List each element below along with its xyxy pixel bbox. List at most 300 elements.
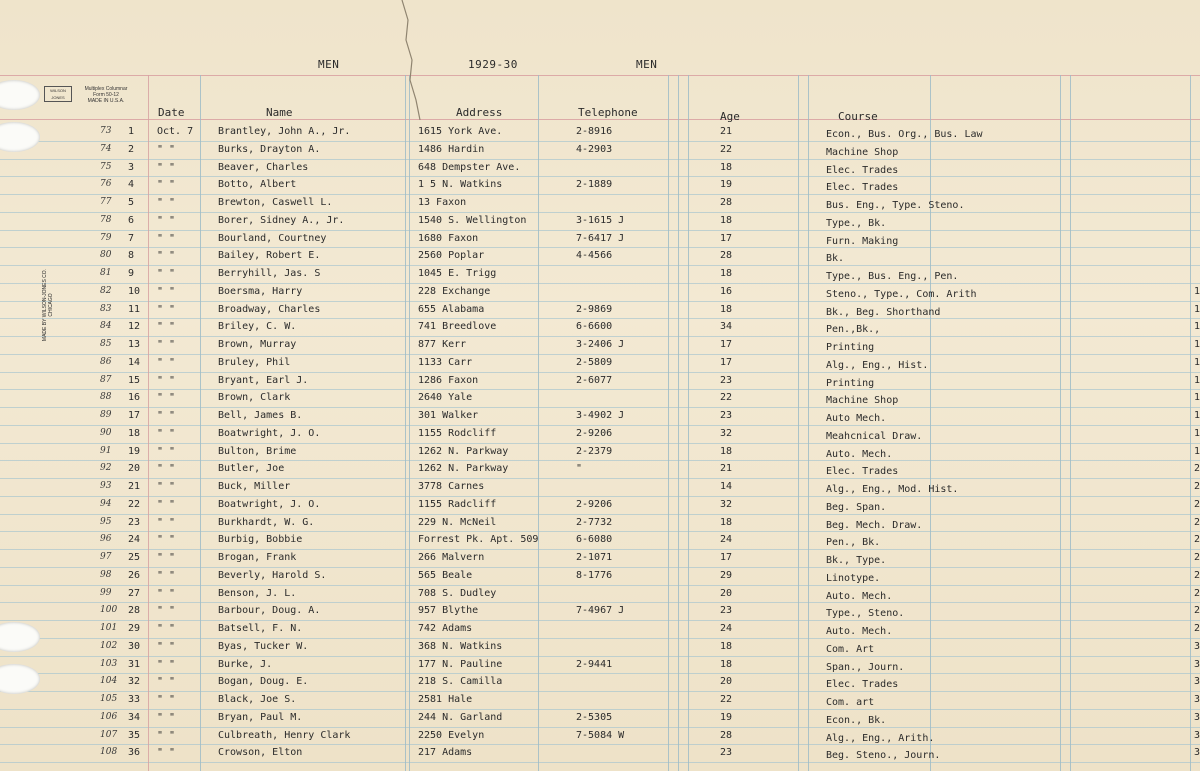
row-age: 18 <box>720 658 733 670</box>
row-age: 14 <box>720 481 733 492</box>
row-age: 17 <box>720 356 733 368</box>
row-edge-number: 1 <box>1194 374 1200 386</box>
row-age: 23 <box>720 410 733 421</box>
row-course: Com. art <box>826 697 875 708</box>
row-edge-number: 2 <box>1194 623 1200 634</box>
row-name: Brewton, Caswell L. <box>218 197 333 208</box>
table-row <box>0 568 1200 586</box>
row-edge-number: 2 <box>1194 481 1200 492</box>
row-course: Machine Shop <box>826 146 899 158</box>
row-phone: 2-9869 <box>576 303 613 315</box>
row-number: 12 <box>128 321 141 333</box>
row-number: 23 <box>128 516 141 528</box>
row-date: " " <box>157 481 176 492</box>
row-name: Bell, James B. <box>218 410 303 421</box>
row-age: 22 <box>720 694 733 705</box>
row-phone: 4-2903 <box>576 143 613 155</box>
row-name: Boatwright, J. O. <box>218 427 321 439</box>
row-number: 22 <box>128 498 141 510</box>
row-name: Benson, J. L. <box>218 587 297 599</box>
row-edge-number: 3 <box>1194 658 1200 670</box>
row-edge-number: 3 <box>1194 729 1200 741</box>
hand-number: 92 <box>100 463 112 474</box>
row-address: 648 Dempster Ave. <box>418 161 521 173</box>
table-row <box>0 621 1200 639</box>
hand-number: 84 <box>100 321 112 332</box>
row-date: " " <box>157 285 176 297</box>
row-age: 21 <box>720 463 733 475</box>
row-name: Byas, Tucker W. <box>218 640 309 652</box>
row-number: 28 <box>128 605 141 617</box>
table-row <box>0 674 1200 692</box>
row-age: 32 <box>720 427 733 439</box>
row-course: Alg., Eng., Hist. <box>826 359 929 371</box>
col-age: Age <box>720 110 740 123</box>
row-age: 28 <box>720 250 733 262</box>
row-date: " " <box>157 410 176 421</box>
hand-number: 75 <box>100 161 112 172</box>
row-course: Auto Mech. <box>826 413 887 424</box>
hand-number: 96 <box>100 534 112 545</box>
row-address: 1045 E. Trigg <box>418 268 497 279</box>
row-number: 14 <box>128 356 141 368</box>
maker-text: MADE BY WILSON-JONES CO. CHICAGO <box>42 268 54 342</box>
row-course: Econ., Bus. Org., Bus. Law <box>826 129 983 140</box>
hand-number: 89 <box>100 410 112 420</box>
row-course: Elec. Trades <box>826 679 899 691</box>
table-row <box>0 550 1200 568</box>
hand-number: 86 <box>100 356 112 367</box>
row-date: " " <box>157 356 176 368</box>
table-row <box>0 692 1200 710</box>
row-name: Berryhill, Jas. S <box>218 268 321 279</box>
header-right: MEN <box>636 58 658 71</box>
hand-number: 78 <box>100 214 112 225</box>
row-address: Forrest Pk. Apt. 509 <box>418 534 539 546</box>
row-address: 655 Alabama <box>418 303 485 315</box>
row-age: 20 <box>720 676 733 688</box>
row-address: 741 Breedlove <box>418 321 497 333</box>
row-name: Bryan, Paul M. <box>218 711 303 723</box>
row-course: Printing <box>826 342 875 353</box>
table-row <box>0 479 1200 497</box>
row-age: 29 <box>720 569 733 581</box>
row-edge-number: 2 <box>1194 569 1200 581</box>
row-age: 23 <box>720 374 733 386</box>
hand-number: 104 <box>100 676 118 687</box>
row-age: 20 <box>720 587 733 599</box>
row-number: 30 <box>128 640 141 652</box>
row-number: 15 <box>128 374 141 386</box>
row-name: Boatwright, J. O. <box>218 498 321 510</box>
row-age: 18 <box>720 161 733 173</box>
row-date: " " <box>157 516 176 528</box>
hand-number: 81 <box>100 268 112 278</box>
row-date: " " <box>157 339 176 350</box>
table-row <box>0 515 1200 533</box>
hand-number: 77 <box>100 197 112 207</box>
paper-tear <box>398 0 428 120</box>
row-course: Alg., Eng., Arith. <box>826 732 935 744</box>
row-age: 34 <box>720 321 733 333</box>
row-number: 10 <box>128 285 141 297</box>
row-date: " " <box>157 569 176 581</box>
table-row <box>0 302 1200 320</box>
row-age: 18 <box>720 303 733 315</box>
row-date: " " <box>157 587 176 599</box>
row-address: 742 Adams <box>418 623 473 634</box>
row-name: Brown, Clark <box>218 392 291 404</box>
col-date: Date <box>158 106 185 119</box>
row-name: Burks, Drayton A. <box>218 143 321 155</box>
table-row <box>0 710 1200 728</box>
table-row <box>0 745 1200 763</box>
row-address: 2560 Poplar <box>418 250 485 262</box>
row-edge-number: 1 <box>1194 445 1200 457</box>
row-edge-number: 2 <box>1194 534 1200 546</box>
row-name: Boersma, Harry <box>218 285 303 297</box>
row-name: Brogan, Frank <box>218 552 297 563</box>
table-row <box>0 639 1200 657</box>
hand-number: 87 <box>100 374 112 385</box>
table-row <box>0 160 1200 178</box>
row-address: 177 N. Pauline <box>418 658 503 670</box>
row-name: Beaver, Charles <box>218 161 309 173</box>
row-course: Bk., Beg. Shorthand <box>826 306 941 318</box>
row-course: Elec. Trades <box>826 182 899 194</box>
row-address: 2581 Hale <box>418 694 473 705</box>
row-name: Brown, Murray <box>218 339 297 350</box>
row-name: Botto, Albert <box>218 179 297 191</box>
row-date: " " <box>157 197 176 208</box>
row-number: 17 <box>128 410 141 421</box>
table-row <box>0 124 1200 142</box>
table-row <box>0 177 1200 195</box>
row-address: 301 Walker <box>418 410 479 421</box>
hand-number: 102 <box>100 640 118 651</box>
hand-number: 99 <box>100 587 112 598</box>
row-age: 32 <box>720 498 733 510</box>
form-stamp-line1: Multiplex Columnar <box>84 86 128 92</box>
row-name: Crowson, Elton <box>218 747 303 759</box>
row-phone: 2-9441 <box>576 658 613 670</box>
row-name: Borer, Sidney A., Jr. <box>218 214 345 226</box>
row-address: 217 Adams <box>418 747 473 759</box>
table-row <box>0 408 1200 426</box>
row-course: Beg. Steno., Journ. <box>826 750 941 762</box>
row-number: 13 <box>128 339 141 350</box>
row-date: " " <box>157 268 176 279</box>
table-row <box>0 248 1200 266</box>
row-age: 24 <box>720 534 733 546</box>
row-date: " " <box>157 427 176 439</box>
row-phone: 2-1071 <box>576 552 613 563</box>
row-course: Linotype. <box>826 572 881 584</box>
row-name: Bruley, Phil <box>218 356 291 368</box>
row-date: " " <box>157 161 176 173</box>
row-course: Elec. Trades <box>826 466 899 478</box>
row-edge-number: 2 <box>1194 463 1200 475</box>
row-date: " " <box>157 552 176 563</box>
row-age: 21 <box>720 126 733 137</box>
header-rule <box>0 119 1200 120</box>
row-address: 2640 Yale <box>418 392 473 404</box>
row-edge-number: 3 <box>1194 747 1200 759</box>
table-row <box>0 426 1200 444</box>
row-age: 18 <box>720 516 733 528</box>
row-date: " " <box>157 729 176 741</box>
hand-number: 106 <box>100 711 118 722</box>
table-row <box>0 532 1200 550</box>
col-telephone: Telephone <box>578 106 638 119</box>
row-number: 34 <box>128 711 141 723</box>
row-age: 18 <box>720 640 733 652</box>
row-number: 18 <box>128 427 141 439</box>
hand-number: 105 <box>100 694 118 704</box>
row-age: 18 <box>720 445 733 457</box>
row-course: Meahcnical Draw. <box>826 430 923 442</box>
row-phone: 2-6077 <box>576 374 613 386</box>
row-course: Type., Bk. <box>826 217 887 229</box>
row-edge-number: 3 <box>1194 676 1200 688</box>
row-age: 23 <box>720 605 733 617</box>
row-edge-number: 2 <box>1194 605 1200 617</box>
row-course: Furn. Making <box>826 235 899 247</box>
row-number: 25 <box>128 552 141 563</box>
row-phone: 7-4967 J <box>576 605 625 617</box>
hand-number: 95 <box>100 516 112 527</box>
col-address: Address <box>456 106 503 119</box>
row-phone: 7-6417 J <box>576 232 625 244</box>
row-date: " " <box>157 623 176 634</box>
row-number: 9 <box>128 268 135 279</box>
row-number: 24 <box>128 534 141 546</box>
row-course: Bk., Type. <box>826 555 887 566</box>
row-number: 20 <box>128 463 141 475</box>
row-address: 1540 S. Wellington <box>418 214 527 226</box>
row-phone: 6-6600 <box>576 321 613 333</box>
table-row <box>0 355 1200 373</box>
table-row <box>0 319 1200 337</box>
row-course: Beg. Mech. Draw. <box>826 519 923 531</box>
row-date: " " <box>157 498 176 510</box>
row-number: 32 <box>128 676 141 688</box>
row-number: 33 <box>128 694 141 705</box>
row-course: Auto. Mech. <box>826 448 893 460</box>
row-edge-number: 2 <box>1194 552 1200 563</box>
row-date: " " <box>157 179 176 191</box>
row-phone: 2-9206 <box>576 498 613 510</box>
row-edge-number: 1 <box>1194 410 1200 421</box>
row-address: 218 S. Camilla <box>418 676 503 688</box>
row-course: Auto. Mech. <box>826 590 893 602</box>
row-phone: 7-5084 W <box>576 729 625 741</box>
row-edge-number: 3 <box>1194 694 1200 705</box>
row-phone: 2-5809 <box>576 356 613 368</box>
row-date: " " <box>157 445 176 457</box>
hand-number: 98 <box>100 569 112 580</box>
row-number: 29 <box>128 623 141 634</box>
row-name: Butler, Joe <box>218 463 285 475</box>
row-edge-number: 1 <box>1194 356 1200 368</box>
row-name: Brantley, John A., Jr. <box>218 126 351 137</box>
hand-number: 91 <box>100 445 112 456</box>
row-address: 266 Malvern <box>418 552 485 563</box>
row-edge-number: 1 <box>1194 392 1200 404</box>
row-edge-number: 1 <box>1194 427 1200 439</box>
row-edge-number: 3 <box>1194 640 1200 652</box>
hand-number: 74 <box>100 143 112 154</box>
col-course: Course <box>838 110 878 123</box>
row-address: 1262 N. Parkway <box>418 445 509 457</box>
hand-number: 90 <box>100 427 112 438</box>
row-course: Span., Journ. <box>826 661 905 673</box>
row-age: 17 <box>720 339 733 350</box>
table-row <box>0 231 1200 249</box>
table-row <box>0 603 1200 621</box>
row-name: Briley, C. W. <box>218 321 297 333</box>
row-address: 244 N. Garland <box>418 711 503 723</box>
row-address: 1486 Hardin <box>418 143 485 155</box>
form-stamp-line3: MADE IN U.S.A. <box>87 98 125 104</box>
row-address: 565 Beale <box>418 569 473 581</box>
row-course: Econ., Bk. <box>826 714 887 726</box>
hand-number: 88 <box>100 392 112 403</box>
row-number: 3 <box>128 161 135 173</box>
row-date: " " <box>157 640 176 652</box>
row-course: Bk. <box>826 253 845 265</box>
row-age: 17 <box>720 552 733 563</box>
row-name: Burbig, Bobbie <box>218 534 303 546</box>
row-course: Auto. Mech. <box>826 626 893 637</box>
row-phone: 6-6080 <box>576 534 613 546</box>
row-address: 708 S. Dudley <box>418 587 497 599</box>
hand-number: 100 <box>100 605 118 616</box>
row-number: 11 <box>128 303 141 315</box>
row-phone: 2-9206 <box>576 427 613 439</box>
row-name: Bourland, Courtney <box>218 232 327 244</box>
table-row <box>0 284 1200 302</box>
row-age: 19 <box>720 179 733 191</box>
row-course: Type., Steno. <box>826 608 905 620</box>
row-phone: 2-2379 <box>576 445 613 457</box>
row-address: 228 Exchange <box>418 285 491 297</box>
row-phone: 3-4902 J <box>576 410 625 421</box>
row-date: " " <box>157 605 176 617</box>
hand-number: 108 <box>100 747 118 758</box>
table-row <box>0 266 1200 284</box>
row-number: 4 <box>128 179 135 191</box>
row-address: 1262 N. Parkway <box>418 463 509 475</box>
row-edge-number: 1 <box>1194 339 1200 350</box>
hand-number: 107 <box>100 729 118 740</box>
row-address: 1155 Radcliff <box>418 498 497 510</box>
row-course: Elec. Trades <box>826 164 899 176</box>
row-name: Burkhardt, W. G. <box>218 516 315 528</box>
hand-number: 83 <box>100 303 112 314</box>
top-rule <box>0 75 1200 76</box>
hand-number: 101 <box>100 623 118 633</box>
table-row <box>0 728 1200 746</box>
row-name: Buck, Miller <box>218 481 291 492</box>
hand-number: 93 <box>100 481 112 491</box>
hand-number: 85 <box>100 339 112 349</box>
row-phone: 3-1615 J <box>576 214 625 226</box>
row-date: " " <box>157 374 176 386</box>
row-date: " " <box>157 392 176 404</box>
header-center: 1929-30 <box>468 58 518 71</box>
row-name: Batsell, F. N. <box>218 623 303 634</box>
row-age: 17 <box>720 232 733 244</box>
row-number: 27 <box>128 587 141 599</box>
row-name: Bulton, Brime <box>218 445 297 457</box>
wilson-jones-logo: WILSON JONES <box>44 86 72 102</box>
row-phone: 2-5305 <box>576 711 613 723</box>
row-course: Printing <box>826 377 875 389</box>
row-number: 19 <box>128 445 141 457</box>
row-edge-number: 1 <box>1194 303 1200 315</box>
table-row <box>0 373 1200 391</box>
row-phone: 4-4566 <box>576 250 613 262</box>
row-phone: 3-2406 J <box>576 339 625 350</box>
row-address: 877 Kerr <box>418 339 467 350</box>
row-address: 1286 Faxon <box>418 374 479 386</box>
table-row <box>0 142 1200 160</box>
row-phone: " <box>576 463 583 475</box>
row-number: 16 <box>128 392 141 404</box>
row-date: " " <box>157 694 176 705</box>
row-name: Broadway, Charles <box>218 303 321 315</box>
row-date: " " <box>157 232 176 244</box>
row-address: 1 5 N. Watkins <box>418 179 503 191</box>
row-age: 23 <box>720 747 733 759</box>
row-date: " " <box>157 463 176 475</box>
row-address: 1680 Faxon <box>418 232 479 244</box>
hand-number: 103 <box>100 658 118 669</box>
row-course: Bus. Eng., Type. Steno. <box>826 200 965 211</box>
row-age: 16 <box>720 285 733 297</box>
row-name: Bailey, Robert E. <box>218 250 321 262</box>
row-number: 26 <box>128 569 141 581</box>
row-age: 18 <box>720 268 733 279</box>
row-date: Oct. 7 <box>157 126 194 137</box>
row-edge-number: 2 <box>1194 498 1200 510</box>
row-number: 21 <box>128 481 141 492</box>
row-name: Culbreath, Henry Clark <box>218 729 351 741</box>
hand-number: 80 <box>100 250 112 261</box>
hand-number: 97 <box>100 552 112 562</box>
row-name: Burke, J. <box>218 658 273 670</box>
row-date: " " <box>157 214 176 226</box>
row-number: 6 <box>128 214 135 226</box>
row-name: Barbour, Doug. A. <box>218 605 321 617</box>
row-date: " " <box>157 747 176 759</box>
table-row <box>0 657 1200 675</box>
row-age: 24 <box>720 623 733 634</box>
row-name: Beverly, Harold S. <box>218 569 327 581</box>
row-phone: 2-8916 <box>576 126 613 137</box>
row-course: Com. Art <box>826 643 875 655</box>
row-address: 368 N. Watkins <box>418 640 503 652</box>
row-edge-number: 1 <box>1194 285 1200 297</box>
row-address: 229 N. McNeil <box>418 516 497 528</box>
row-course: Pen.,Bk., <box>826 324 881 336</box>
table-row <box>0 213 1200 231</box>
row-date: " " <box>157 711 176 723</box>
row-number: 31 <box>128 658 141 670</box>
row-date: " " <box>157 676 176 688</box>
col-name: Name <box>266 106 293 119</box>
